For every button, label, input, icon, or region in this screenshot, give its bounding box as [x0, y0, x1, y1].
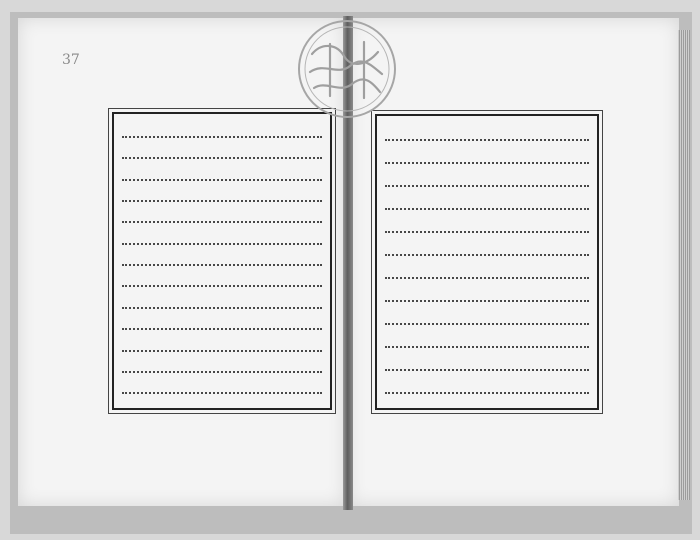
manuscript-line — [122, 179, 322, 183]
folio-number: 37 — [62, 52, 80, 68]
manuscript-line — [122, 136, 322, 140]
manuscript-line — [122, 371, 322, 375]
manuscript-line — [122, 392, 322, 396]
page-edges — [678, 30, 690, 500]
manuscript-line — [122, 200, 322, 204]
manuscript-line — [122, 285, 322, 289]
manuscript-line — [385, 300, 589, 304]
manuscript-line — [122, 243, 322, 247]
manuscript-line — [122, 350, 322, 354]
manuscript-line — [385, 208, 589, 212]
manuscript-line — [385, 231, 589, 235]
manuscript-line — [122, 264, 322, 268]
manuscript-line — [385, 323, 589, 327]
manuscript-line — [385, 139, 589, 143]
manuscript-line — [385, 346, 589, 350]
manuscript-line — [385, 185, 589, 189]
manuscript-line — [385, 162, 589, 166]
manuscript-line — [122, 307, 322, 311]
manuscript-line — [385, 254, 589, 258]
right-text-block — [375, 114, 599, 410]
manuscript-line — [385, 392, 589, 396]
manuscript-line — [122, 328, 322, 332]
library-seal-icon — [282, 14, 412, 124]
manuscript-line — [385, 277, 589, 281]
left-text-block — [112, 112, 332, 410]
manuscript-line — [385, 369, 589, 373]
manuscript-line — [122, 221, 322, 225]
manuscript-line — [122, 157, 322, 161]
